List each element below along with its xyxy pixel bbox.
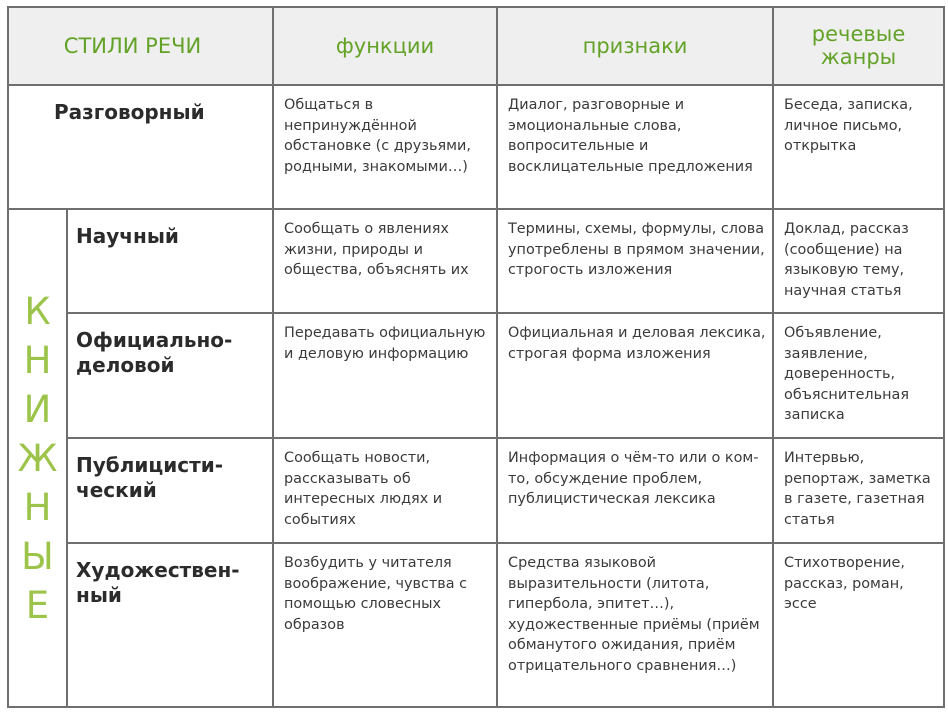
functions-cell: Сообщать о явлениях жизни, природы и общества, объяснять их (273, 209, 497, 313)
bookish-letter: Ы (21, 534, 54, 578)
genres-cell: Объявление, заявление, доверенность, объяснительная записка (773, 313, 944, 438)
functions-cell: Возбудить у читателя воображение, чувства с помощью словесных образов (273, 543, 497, 707)
bookish-vertical-letters (9, 287, 66, 630)
header-genres: речевые жанры (773, 7, 944, 85)
features-cell: Термины, схемы, формулы, слова употреблены в прямом значении, строгость изложения (497, 209, 773, 313)
genres-cell: Стихотворение, рассказ, роман, эссе (773, 543, 944, 707)
style-name: Публицисти- ческий (76, 453, 224, 502)
header-functions: функции (273, 7, 497, 85)
genres-cell: Доклад, рассказ (сообщение) на языковую тему, научная статья (773, 209, 944, 313)
style-name-cell (8, 85, 273, 209)
speech-styles-table (7, 6, 945, 708)
genres-cell: Интервью, репортаж, заметка в газете, газетная статья (773, 438, 944, 543)
row-publicistic (8, 438, 944, 543)
row-scientific (8, 209, 944, 313)
header-row (8, 7, 944, 85)
style-name: Художествен- ный (76, 558, 240, 607)
bookish-letter: Е (25, 583, 50, 627)
functions-cell: Общаться в непринуждённой обстановке (с друзьями, родными, знакомыми…) (273, 85, 497, 209)
style-name: Разговорный (54, 100, 205, 124)
bookish-letter: Н (23, 338, 52, 382)
style-name-cell (67, 313, 273, 438)
functions-cell: Сообщать новости, рассказывать об интересных людях и событиях (273, 438, 497, 543)
header-features: признаки (497, 7, 773, 85)
bookish-letter: К (24, 289, 51, 333)
style-name: Научный (76, 224, 179, 248)
style-name: Официально- деловой (76, 328, 233, 377)
genres-cell: Беседа, записка, личное письмо, открытка (773, 85, 944, 209)
bookish-letter: Н (23, 485, 52, 529)
functions-cell: Передавать официальную и деловую информацию (273, 313, 497, 438)
row-official (8, 313, 944, 438)
bookish-letter: И (23, 387, 52, 431)
style-name-cell (67, 438, 273, 543)
bookish-letter: Ж (17, 436, 58, 480)
style-name-cell (67, 543, 273, 707)
header-styles: СТИЛИ РЕЧИ (8, 7, 273, 85)
row-artistic (8, 543, 944, 707)
style-name-cell (67, 209, 273, 313)
features-cell: Информация о чём-то или о ком-то, обсуждение проблем, публицистическая лексика (497, 438, 773, 543)
row-conversational (8, 85, 944, 209)
bookish-styles-label (8, 209, 67, 707)
features-cell: Официальная и деловая лексика, строгая форма изложения (497, 313, 773, 438)
features-cell: Средства языковой выразительности (литота, гипербола, эпитет…), художественные приёмы (приём обманутого ожидания, приём отрицательного сравнения…) (497, 543, 773, 707)
features-cell: Диалог, разговорные и эмоциональные слова, вопросительные и восклицательные предложения (497, 85, 773, 209)
